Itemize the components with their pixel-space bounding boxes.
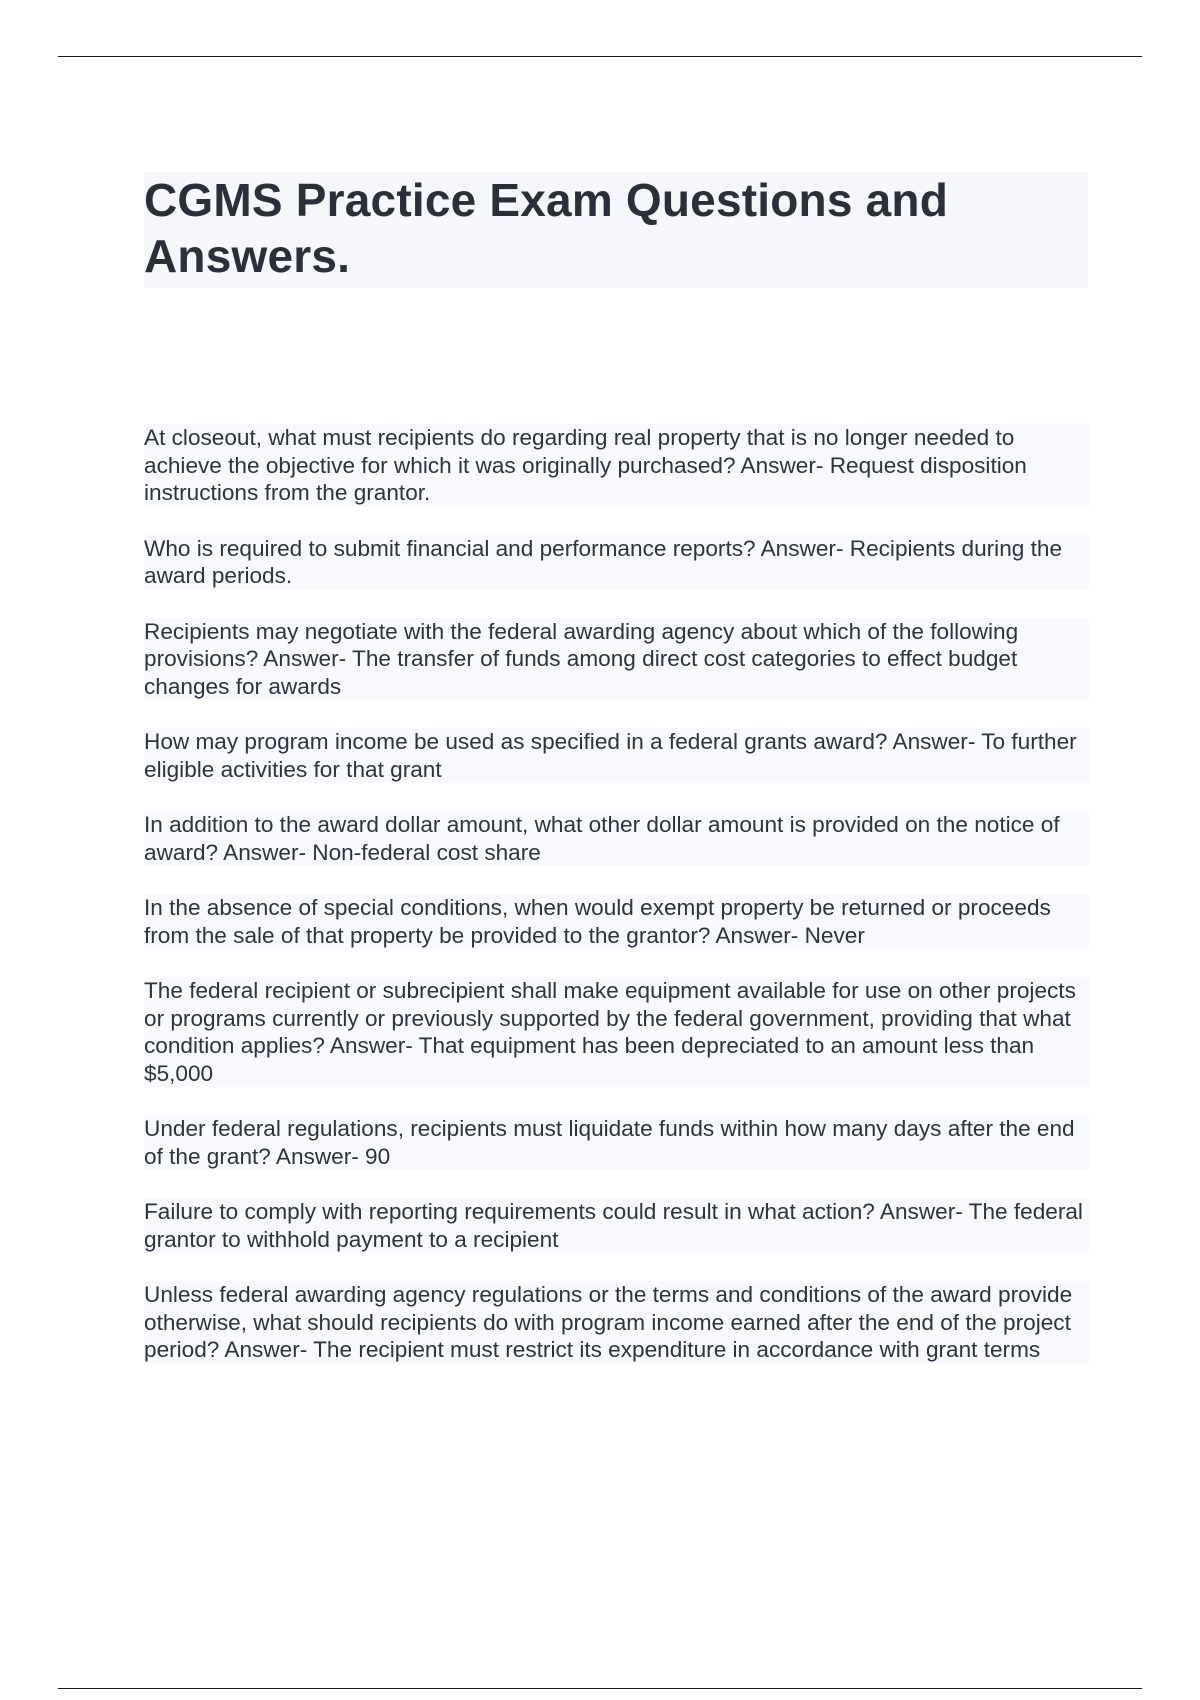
qa-item: How may program income be used as specified in a federal grants award? Answer- To further eligible activities for that grant: [144, 728, 1089, 783]
qa-item: Under federal regulations, recipients must liquidate funds within how many days after the end of the grant? Answer- 90: [144, 1115, 1089, 1170]
qa-item: Unless federal awarding agency regulations or the terms and conditions of the award provide otherwise, what should recipients do with program income earned after the end of the project period? Answer- The recipient must restrict its expenditure in accordance with grant terms: [144, 1281, 1089, 1364]
qa-item: At closeout, what must recipients do regarding real property that is no longer needed to achieve the objective for which it was originally purchased? Answer- Request disposition instructions from the grantor.: [144, 424, 1089, 507]
qa-list: [144, 424, 1089, 1392]
document-title: CGMS Practice Exam Questions and Answers.: [144, 174, 948, 282]
qa-item: The federal recipient or subrecipient shall make equipment available for use on other projects or programs currently or previously supported by the federal government, providing that what condition applies? Answer- That equipment has been depreciated to an amount less than $5,000: [144, 977, 1089, 1087]
bottom-rule: [58, 1688, 1142, 1689]
qa-item: Recipients may negotiate with the federal awarding agency about which of the following provisions? Answer- The transfer of funds among direct cost categories to effect budget changes for awards: [144, 618, 1089, 701]
qa-item: In addition to the award dollar amount, what other dollar amount is provided on the notice of award? Answer- Non-federal cost share: [144, 811, 1089, 866]
qa-item: Failure to comply with reporting requirements could result in what action? Answer- The federal grantor to withhold payment to a recipient: [144, 1198, 1089, 1253]
qa-item: Who is required to submit financial and performance reports? Answer- Recipients during the award periods.: [144, 535, 1089, 590]
title-block: [144, 172, 1088, 288]
top-rule: [58, 56, 1142, 57]
qa-item: In the absence of special conditions, when would exempt property be returned or proceeds from the sale of that property be provided to the grantor? Answer- Never: [144, 894, 1089, 949]
